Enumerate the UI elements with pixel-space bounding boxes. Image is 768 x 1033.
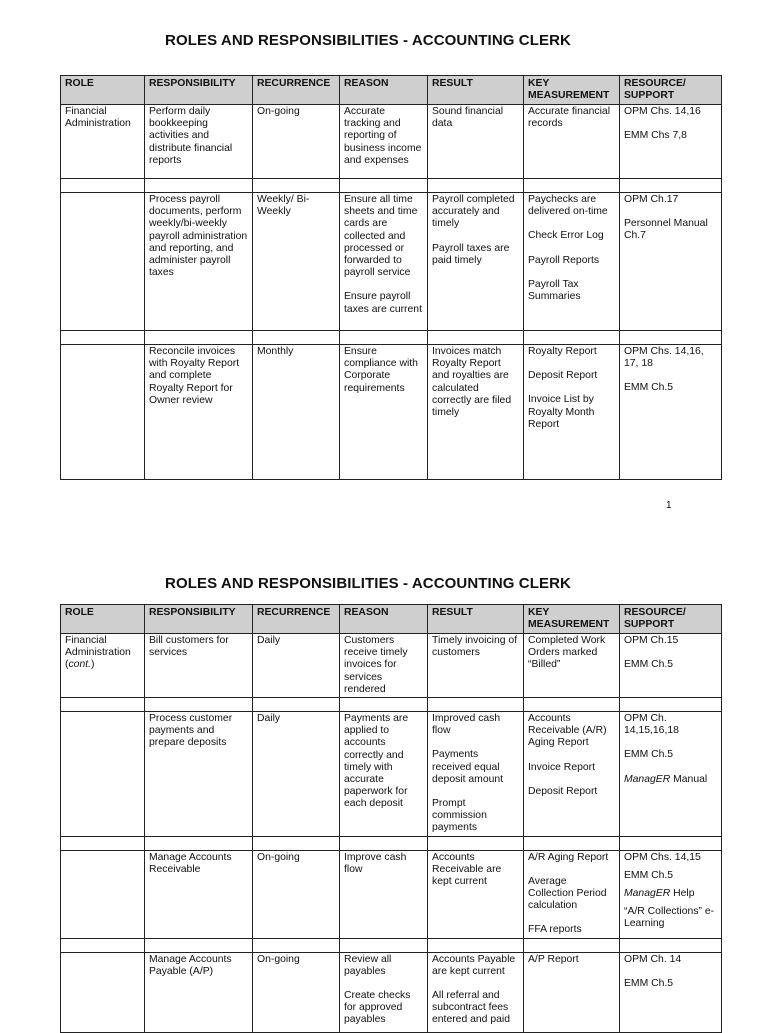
cell-role	[61, 952, 145, 1032]
table-row	[61, 712, 722, 837]
cell-text: Completed Work Orders marked “Billed”	[528, 635, 606, 671]
cell-text: On-going	[257, 953, 300, 965]
cell-text: EMM Ch.5	[624, 382, 674, 394]
cell-text: Timely invoicing of customers	[432, 635, 518, 659]
cell-text: Review all payables	[344, 953, 392, 977]
cell-reason	[340, 193, 428, 331]
page-number: 1	[666, 500, 672, 511]
roles-table	[60, 75, 722, 480]
cell-text-italic: ManagER	[624, 773, 671, 785]
cell-text: Payroll taxes are paid timely	[432, 242, 510, 266]
cell-text: OPM Ch. 14,15,16,18	[624, 713, 679, 737]
cell-text: OPM Ch.17	[624, 194, 679, 205]
cell-key-measurement	[524, 345, 620, 480]
cell-result	[428, 712, 524, 837]
separator-row	[61, 938, 722, 952]
cell-recurrence	[253, 193, 340, 331]
cell-text: Payments received equal deposit amount	[432, 749, 504, 785]
header-reason: REASON	[340, 605, 428, 634]
table-row	[61, 850, 722, 938]
cell-text: Average Collection Period calculation	[528, 875, 607, 912]
cell-resource	[620, 952, 722, 1032]
cell-resource	[620, 193, 722, 331]
cell-reason	[340, 952, 428, 1032]
table-row	[61, 193, 722, 331]
cell-text: OPM Ch. 14	[624, 953, 682, 965]
cell-text: On-going	[257, 851, 300, 863]
cell-result	[428, 952, 524, 1032]
header-recurrence: RECURRENCE	[253, 76, 340, 105]
cell-text: Ensure payroll taxes are current	[344, 291, 422, 315]
header-resource-support: RESOURCE/ SUPPORT	[620, 605, 722, 634]
cell-text: Payroll Tax Summaries	[528, 278, 581, 303]
cell-text: Daily	[257, 713, 281, 725]
cell-role	[61, 345, 145, 480]
cell-text: Accurate tracking and reporting of business income and expenses	[344, 106, 422, 166]
cell-text: Help	[670, 888, 695, 900]
cell-text: Manage Accounts Payable (A/P)	[149, 953, 232, 977]
cell-text: Perform daily bookkeeping activities and distribute financial reports	[149, 106, 233, 166]
page-title: ROLES AND RESPONSIBILITIES - ACCOUNTING CLERK	[165, 575, 571, 592]
cell-text: Accounts Payable are kept current	[432, 953, 516, 977]
cell-text: EMM Ch.5	[624, 977, 674, 989]
separator-row	[61, 836, 722, 850]
cell-responsibility	[145, 105, 253, 179]
header-resource-support: RESOURCE/ SUPPORT	[620, 76, 722, 105]
header-responsibility: RESPONSIBILITY	[145, 605, 253, 634]
cell-resource	[620, 634, 722, 698]
cell-text: Accurate financial records	[528, 106, 611, 130]
cell-text: Ensure compliance with Corporate requirements	[344, 346, 418, 394]
cell-text: Manage Accounts Receivable	[149, 851, 232, 875]
cell-role	[61, 850, 145, 938]
cell-text: Financial Administration	[65, 106, 131, 130]
cell-key-measurement	[524, 193, 620, 331]
cell-key-measurement	[524, 105, 620, 179]
cell-result	[428, 345, 524, 480]
table-row	[61, 345, 722, 480]
cell-key-measurement	[524, 952, 620, 1032]
cell-text: Create checks for approved payables	[344, 990, 411, 1026]
cell-key-measurement	[524, 850, 620, 938]
cell-text	[624, 888, 717, 900]
cell-reason	[340, 345, 428, 480]
cell-text: EMM Ch.5	[624, 749, 674, 761]
cell-reason	[340, 105, 428, 179]
cell-responsibility	[145, 345, 253, 480]
cell-text: Accounts Receivable (A/R) Aging Report	[528, 713, 607, 749]
separator-row	[61, 179, 722, 193]
cell-reason	[340, 850, 428, 938]
header-key-measurement: KEY MEASUREMENT	[524, 76, 620, 105]
cell-responsibility	[145, 952, 253, 1032]
header-key-measurement: KEY MEASUREMENT	[524, 605, 620, 634]
cell-text: OPM Chs. 14,16, 17, 18	[624, 346, 704, 370]
cell-responsibility	[145, 712, 253, 837]
cell-result	[428, 634, 524, 698]
table-row	[61, 634, 722, 698]
cell-key-measurement	[524, 634, 620, 698]
cell-text: Daily	[257, 635, 281, 646]
cell-text: )	[91, 659, 95, 671]
cell-text: Reconcile invoices with Royalty Report and complete Royalty Report for Owner review	[149, 346, 240, 406]
cell-recurrence	[253, 345, 340, 480]
cell-text	[624, 774, 717, 786]
cell-text: Prompt commission payments	[432, 798, 487, 834]
cell-text: Customers receive timely invoices for services rendered	[344, 635, 408, 695]
cell-text: Payroll Reports	[528, 254, 600, 266]
header-role: ROLE	[61, 605, 145, 634]
cell-text: Process payroll documents, perform weekly/bi-weekly payroll administration and reporting, and administer payroll taxes	[149, 194, 248, 279]
cell-text: Improved cash flow	[432, 713, 501, 737]
header-result: RESULT	[428, 605, 524, 634]
cell-text: Monthly	[257, 346, 294, 357]
separator-row	[61, 698, 722, 712]
cell-resource	[620, 105, 722, 179]
cell-text: Royalty Report	[528, 346, 597, 357]
cell-text: Deposit Report	[528, 785, 598, 797]
cell-text: Invoice Report	[528, 761, 595, 773]
table-row	[61, 952, 722, 1032]
table-header-row	[61, 76, 722, 105]
table-header-row	[61, 605, 722, 634]
cell-responsibility	[145, 634, 253, 698]
cell-text: Manual	[670, 773, 708, 785]
cell-text: A/P Report	[528, 953, 579, 965]
cell-text: Invoices match Royalty Report and royalties are calculated correctly are filed timely	[432, 346, 512, 419]
cell-recurrence	[253, 712, 340, 837]
cell-text: Process customer payments and prepare deposits	[149, 713, 233, 749]
cell-text: Payments are applied to accounts correctly and timely with accurate paperwork for each deposit	[344, 713, 409, 810]
cell-text: Financial Administration (	[65, 635, 131, 671]
cell-role	[61, 105, 145, 179]
cell-responsibility	[145, 850, 253, 938]
cell-text-italic: cont.	[68, 659, 91, 671]
cell-text: EMM Chs 7,8	[624, 130, 687, 142]
cell-text: OPM Chs. 14,16	[624, 106, 701, 117]
cell-recurrence	[253, 850, 340, 938]
cell-text: Weekly/ Bi-Weekly	[257, 194, 310, 218]
cell-text: EMM Ch.5	[624, 659, 674, 671]
cell-resource	[620, 850, 722, 938]
page-title: ROLES AND RESPONSIBILITIES - ACCOUNTING CLERK	[165, 32, 571, 49]
cell-text: Accounts Receivable are kept current	[432, 851, 502, 888]
header-role: ROLE	[61, 76, 145, 105]
cell-result	[428, 193, 524, 331]
cell-text-italic: ManagER	[624, 888, 671, 900]
cell-text: Invoice List by Royalty Month Report	[528, 394, 595, 430]
cell-text: OPM Ch.15	[624, 635, 679, 646]
cell-text: Personnel Manual Ch.7	[624, 218, 708, 242]
cell-text: Check Error Log	[528, 230, 604, 242]
cell-recurrence	[253, 105, 340, 179]
cell-text: OPM Chs. 14,15	[624, 851, 701, 863]
roles-table	[60, 604, 722, 1033]
cell-key-measurement	[524, 712, 620, 837]
table-row	[61, 105, 722, 179]
cell-text: FFA reports	[528, 924, 582, 936]
cell-text: Bill customers for services	[149, 635, 229, 659]
cell-responsibility	[145, 193, 253, 331]
cell-text: “A/R Collections” e-Learning	[624, 906, 715, 930]
header-responsibility: RESPONSIBILITY	[145, 76, 253, 105]
cell-reason	[340, 634, 428, 698]
cell-text: Improve cash flow	[344, 851, 407, 875]
cell-text: Payroll completed accurately and timely	[432, 194, 515, 230]
cell-role	[61, 634, 145, 698]
cell-resource	[620, 712, 722, 837]
separator-row	[61, 331, 722, 345]
cell-text: On-going	[257, 106, 300, 117]
cell-text: Deposit Report	[528, 370, 598, 382]
cell-reason	[340, 712, 428, 837]
cell-text: EMM Ch.5	[624, 869, 674, 881]
cell-text: A/R Aging Report	[528, 851, 609, 863]
cell-text: All referral and subcontract fees entered and paid	[432, 990, 510, 1026]
cell-recurrence	[253, 634, 340, 698]
cell-resource	[620, 345, 722, 480]
cell-text: Ensure all time sheets and time cards are collected and processed or forwarded to payroll service	[344, 194, 418, 279]
cell-result	[428, 850, 524, 938]
cell-recurrence	[253, 952, 340, 1032]
cell-text: Sound financial data	[432, 106, 504, 130]
cell-text: Paychecks are delivered on-time	[528, 194, 608, 218]
header-recurrence: RECURRENCE	[253, 605, 340, 634]
header-reason: REASON	[340, 76, 428, 105]
cell-result	[428, 105, 524, 179]
header-result: RESULT	[428, 76, 524, 105]
cell-role	[61, 712, 145, 837]
cell-role	[61, 193, 145, 331]
